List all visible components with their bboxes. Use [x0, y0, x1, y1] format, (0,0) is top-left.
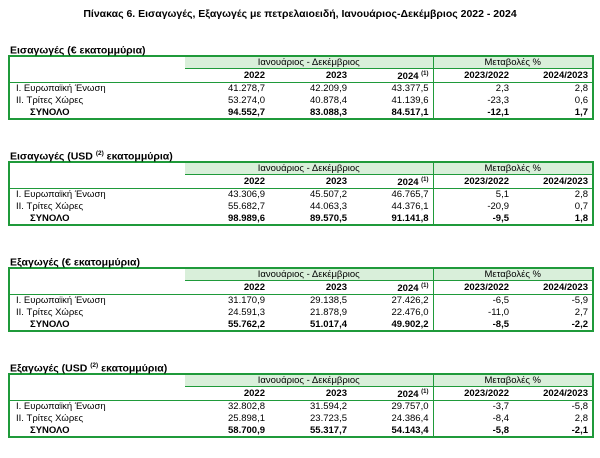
column-header-footnote: (1): [421, 283, 429, 289]
header-row-years: [9, 281, 593, 295]
header-row-years: [9, 69, 593, 83]
column-header-ch1: [433, 69, 513, 83]
row-label: ΣΥΝΟΛΟ: [30, 212, 70, 224]
column-header-ch1: [433, 175, 513, 189]
cell-c2: 0,7: [574, 201, 589, 213]
column-header-footnote: (1): [421, 177, 429, 183]
header-row-groups: [9, 268, 593, 281]
cell-c2: 2,8: [574, 83, 589, 95]
cell-v2024: 29.757,0: [351, 401, 433, 413]
cell-v2023: 29.138,5: [310, 295, 347, 307]
cell-v2023: 45.507,2: [310, 189, 347, 201]
row-label: ΣΥΝΟΛΟ: [30, 106, 70, 118]
cell-v2022: 31.170,9: [228, 295, 265, 307]
column-header-ch1: [433, 281, 513, 295]
header-empty-cell: [9, 56, 185, 69]
column-header-ch2: [513, 281, 593, 295]
column-header-label: 2024: [397, 71, 419, 83]
cell-c1: -3,7: [492, 401, 509, 413]
cell-c1: -5,8: [492, 424, 509, 436]
column-header-y2023: [269, 281, 351, 295]
row-label: II. Τρίτες Χώρες: [16, 307, 84, 319]
row-label: I. Ευρωπαϊκή Ένωση: [16, 189, 106, 201]
section-title-footnote: (2): [90, 362, 99, 369]
cell-v2022: 25.898,1: [228, 413, 265, 425]
section-title-text-end: εκατομμύρια): [103, 150, 173, 163]
cell-v2024: 22.476,0: [351, 307, 433, 319]
group-header-period: Ιανουάριος - Δεκέμβριος: [185, 268, 433, 281]
row-label: ΣΥΝΟΛΟ: [30, 318, 70, 330]
cell-v2023: 42.209,9: [310, 83, 347, 95]
cell-c2: 1,8: [574, 212, 589, 224]
table-row-total: [9, 213, 593, 225]
header-empty-cell: [9, 69, 185, 83]
cell-c1: -8,5: [492, 318, 509, 330]
table-row: [9, 201, 593, 213]
table-row-total: [9, 425, 593, 437]
cell-v2024: 84.517,1: [351, 107, 433, 119]
cell-v2023: 89.570,5: [310, 212, 347, 224]
header-empty-cell: [9, 281, 185, 295]
cell-v2024: 49.902,2: [351, 319, 433, 331]
column-header-label: 2023: [325, 70, 347, 82]
cell-c2: 1,7: [574, 106, 589, 118]
cell-v2023: 40.878,4: [310, 95, 347, 107]
cell-c1: -23,3: [487, 95, 509, 107]
section-title-text-end: εκατομμύρια): [98, 362, 168, 375]
cell-v2022: 53.274,0: [228, 95, 265, 107]
cell-c1: -20,9: [487, 201, 509, 213]
column-header-footnote: (1): [421, 389, 429, 395]
column-header-label: 2024: [397, 389, 419, 401]
column-header-label: 2023/2022: [464, 388, 509, 400]
column-header-y2022: [185, 387, 269, 401]
cell-c2: 2,8: [574, 413, 589, 425]
column-header-footnote: (1): [421, 71, 429, 77]
column-header-y2024: [351, 387, 433, 401]
column-header-y2022: [185, 175, 269, 189]
cell-v2023: 55.317,7: [310, 424, 347, 436]
table-row: [9, 95, 593, 107]
group-header-changes: Μεταβολές %: [433, 56, 593, 69]
cell-v2022: 32.802,8: [228, 401, 265, 413]
column-header-y2023: [269, 69, 351, 83]
section-title: [8, 358, 592, 373]
header-row-years: [9, 175, 593, 189]
cell-v2024: 91.141,8: [351, 213, 433, 225]
header-empty-cell: [9, 175, 185, 189]
data-table: [8, 55, 594, 120]
column-header-label: 2023/2022: [464, 176, 509, 188]
column-header-label: 2024/2023: [543, 176, 589, 188]
cell-v2022: 55.762,2: [228, 318, 265, 330]
column-header-y2022: [185, 69, 269, 83]
cell-v2023: 21.878,9: [310, 307, 347, 319]
cell-v2023: 83.088,3: [310, 106, 347, 118]
cell-v2024: 24.386,4: [351, 413, 433, 425]
column-header-label: 2023: [325, 176, 347, 188]
page-title: Πίνακας 6. Εισαγωγές, Εξαγωγές με πετρελαιοειδή, Ιανουάριος-Δεκέμβριος 2022 - 2024: [83, 8, 517, 20]
column-header-y2023: [269, 175, 351, 189]
group-header-period: Ιανουάριος - Δεκέμβριος: [185, 56, 433, 69]
table-row: [9, 83, 593, 95]
column-header-label: 2022: [243, 176, 265, 188]
cell-c2: -2,2: [571, 318, 589, 330]
table-section: [8, 252, 592, 332]
section-title-text: Εισαγωγές (€ εκατομμύρια): [10, 44, 146, 57]
column-header-label: 2023/2022: [464, 70, 509, 82]
column-header-label: 2024/2023: [543, 282, 589, 294]
cell-c2: -2,1: [571, 424, 589, 436]
cell-v2022: 55.682,7: [228, 201, 265, 213]
cell-c1: -9,5: [492, 212, 509, 224]
column-header-label: 2023/2022: [464, 282, 509, 294]
cell-v2023: 51.017,4: [310, 318, 347, 330]
column-header-ch2: [513, 69, 593, 83]
row-label: ΣΥΝΟΛΟ: [30, 424, 70, 436]
column-header-ch2: [513, 175, 593, 189]
table-row: [9, 295, 593, 307]
column-header-label: 2023: [325, 282, 347, 294]
group-header-changes: Μεταβολές %: [433, 162, 593, 175]
cell-c2: 2,8: [574, 189, 589, 201]
cell-v2022: 41.278,7: [228, 83, 265, 95]
column-header-label: 2022: [243, 388, 265, 400]
cell-c2: -5,8: [571, 401, 589, 413]
table-row: [9, 413, 593, 425]
cell-v2023: 23.723,5: [310, 413, 347, 425]
group-header-changes: Μεταβολές %: [433, 374, 593, 387]
column-header-y2023: [269, 387, 351, 401]
section-title-footnote: (2): [95, 150, 104, 157]
cell-c1: -12,1: [487, 106, 509, 118]
data-table: [8, 267, 594, 332]
section-title-text: Εισαγωγές (USD: [10, 150, 96, 163]
row-label: II. Τρίτες Χώρες: [16, 413, 84, 425]
cell-c1: -6,5: [492, 295, 509, 307]
column-header-label: 2022: [243, 70, 265, 82]
header-row-years: [9, 387, 593, 401]
column-header-label: 2024/2023: [543, 388, 589, 400]
data-table: [8, 373, 594, 438]
column-header-y2024: [351, 281, 433, 295]
group-header-period: Ιανουάριος - Δεκέμβριος: [185, 374, 433, 387]
cell-v2023: 44.063,3: [310, 201, 347, 213]
cell-v2022: 58.700,9: [228, 424, 265, 436]
cell-v2022: 98.989,6: [228, 212, 265, 224]
cell-v2024: 46.765,7: [351, 189, 433, 201]
row-label: II. Τρίτες Χώρες: [16, 201, 84, 213]
table-row: [9, 307, 593, 319]
cell-c1: 2,3: [495, 83, 509, 95]
group-header-changes: Μεταβολές %: [433, 268, 593, 281]
group-header-period: Ιανουάριος - Δεκέμβριος: [185, 162, 433, 175]
cell-c2: -5,9: [571, 295, 589, 307]
section-title: [8, 146, 592, 161]
row-label: I. Ευρωπαϊκή Ένωση: [16, 295, 106, 307]
cell-v2022: 43.306,9: [228, 189, 265, 201]
table-row: [9, 189, 593, 201]
table-row-total: [9, 319, 593, 331]
column-header-label: 2022: [243, 282, 265, 294]
cell-v2024: 27.426,2: [351, 295, 433, 307]
cell-v2023: 31.594,2: [310, 401, 347, 413]
cell-c2: 0,6: [574, 95, 589, 107]
table-section: [8, 146, 592, 226]
section-title: [8, 40, 592, 55]
table-row-total: [9, 107, 593, 119]
header-empty-cell: [9, 387, 185, 401]
cell-c1: -11,0: [488, 307, 509, 319]
column-header-label: 2023: [325, 388, 347, 400]
header-empty-cell: [9, 374, 185, 387]
column-header-label: 2024: [397, 177, 419, 189]
cell-v2022: 94.552,7: [228, 106, 265, 118]
column-header-y2022: [185, 281, 269, 295]
table-section: [8, 40, 592, 120]
row-label: I. Ευρωπαϊκή Ένωση: [16, 401, 106, 413]
cell-v2022: 24.591,3: [228, 307, 265, 319]
data-table: [8, 161, 594, 226]
section-title: [8, 252, 592, 267]
header-empty-cell: [9, 268, 185, 281]
column-header-label: 2024: [397, 283, 419, 295]
cell-v2024: 41.139,6: [351, 95, 433, 107]
header-row-groups: [9, 374, 593, 387]
table-row: [9, 401, 593, 413]
cell-c1: -8,4: [492, 413, 509, 425]
header-row-groups: [9, 56, 593, 69]
column-header-y2024: [351, 175, 433, 189]
column-header-label: 2024/2023: [543, 70, 589, 82]
column-header-ch2: [513, 387, 593, 401]
cell-c2: 2,7: [574, 307, 589, 319]
cell-v2024: 54.143,4: [351, 425, 433, 437]
section-title-text: Εξαγωγές (€ εκατομμύρια): [10, 256, 140, 269]
cell-c1: 5,1: [495, 189, 509, 201]
column-header-y2024: [351, 69, 433, 83]
section-title-text: Εξαγωγές (USD: [10, 362, 91, 375]
header-row-groups: [9, 162, 593, 175]
header-empty-cell: [9, 162, 185, 175]
cell-v2024: 43.377,5: [351, 83, 433, 95]
row-label: I. Ευρωπαϊκή Ένωση: [16, 83, 106, 95]
row-label: II. Τρίτες Χώρες: [16, 95, 84, 107]
cell-v2024: 44.376,1: [351, 201, 433, 213]
column-header-ch1: [433, 387, 513, 401]
table-section: [8, 358, 592, 438]
